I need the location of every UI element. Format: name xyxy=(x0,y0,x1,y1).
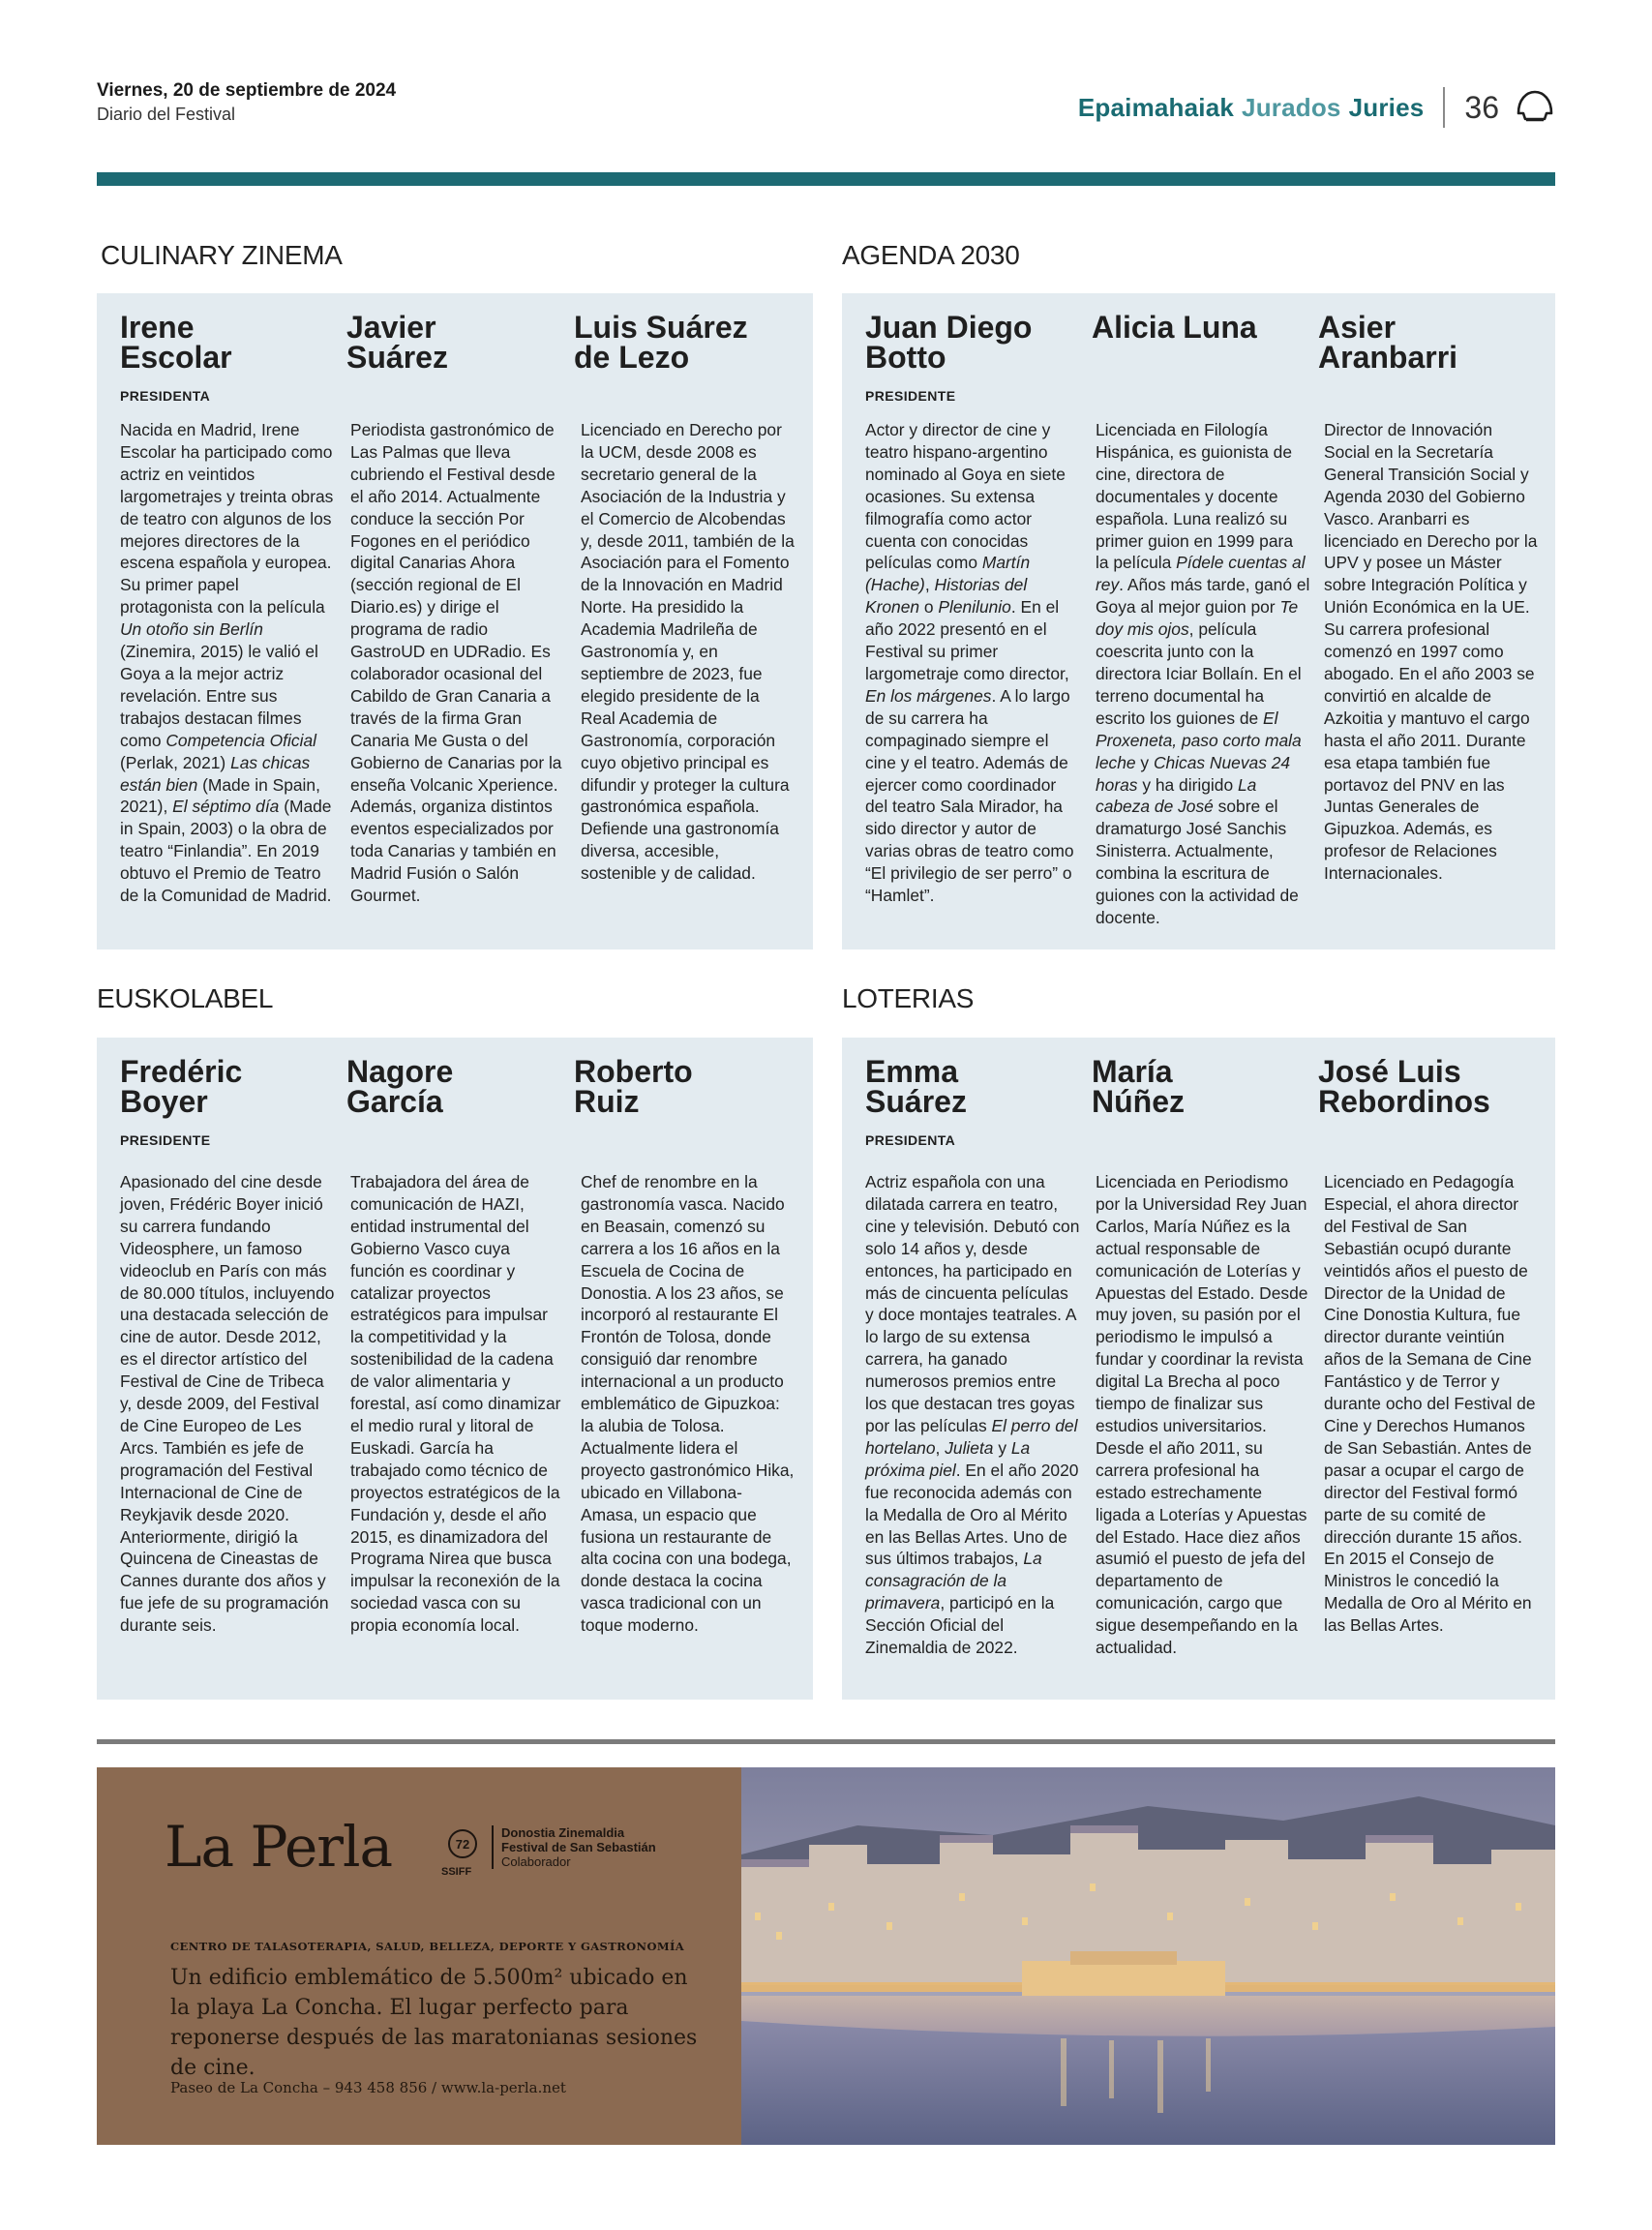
member-name-line-1: María xyxy=(1092,1054,1173,1089)
member-name xyxy=(120,310,325,375)
member-role: PRESIDENTE xyxy=(120,1132,211,1148)
la-concha-night-photo xyxy=(741,1767,1555,2145)
member-role xyxy=(1092,1132,1297,1150)
festival-badge-icon xyxy=(440,1823,485,1868)
member-bio: Licenciado en Pedagogía Especial, el ahora director del Festival de San Sebastián ocupó durante veintidós años el puesto de Director de la Unidad de Cine Donostia Kultura, fue director durante veintiún años de la Semana de Cine Fantástico y de Terror y durante ocho del Festival de Cine y Derechos Humanos de San Sebastián. Antes de pasar a ocupar el cargo de director del Festival formó parte de su comité de dirección durante 15 años. En 2015 el Consejo de Ministros le concedió la Medalla de Oro al Mérito en las Bellas Artes. xyxy=(1324,1172,1536,1636)
member-name-line-2: Ruiz xyxy=(574,1084,640,1119)
jury-member xyxy=(120,1038,325,1150)
issue-date: Viernes, 20 de septiembre de 2024 xyxy=(97,80,397,101)
member-name xyxy=(1318,310,1523,375)
page-number: 36 xyxy=(1464,89,1499,125)
member-name-line-2: Núñez xyxy=(1092,1084,1185,1119)
member-bio: Director de Innovación Social en la Secretaría General Transición Social y Agenda 2030 del Gobierno Vasco. Aranbarri es licenciado en Derecho por la UPV y posee un Máster sobre Integración Política y Unión Económica en la UE. Su carrera profesional comenzó en 1997 como abogado. En el año 2003 se convirtió en alcalde de Azkoitia y mantuvo el cargo hasta el año 2011. Durante esa etapa también fue portavoz del PNV en las Juntas Generales de Gipuzkoa. Además, es profesor de Relaciones Internacionales. xyxy=(1324,420,1538,884)
member-name-line-2: Suárez xyxy=(346,340,448,375)
ad-copy: Un edificio emblemático de 5.500m² ubicado en la playa La Concha. El lugar perfecto para reponerse después de las maratonianas sesiones de cine. xyxy=(170,1966,698,2080)
festival-line-2: Festival de San Sebastián xyxy=(501,1840,656,1854)
header-rule xyxy=(97,172,1555,186)
member-name-line-2: Botto xyxy=(865,340,946,375)
jury-member xyxy=(1092,293,1297,376)
member-role xyxy=(1318,1132,1523,1150)
member-name-line-2: Aranbarri xyxy=(1318,340,1458,375)
member-name-line-2: Rebordinos xyxy=(1318,1084,1490,1119)
ad-contact[interactable]: Paseo de La Concha – 943 458 856 / www.la-perla.net xyxy=(170,2079,566,2096)
member-name-line-1: Alicia Luna xyxy=(1092,310,1257,345)
member-role xyxy=(574,388,779,406)
jury-member xyxy=(574,293,779,406)
jury-member xyxy=(574,1038,779,1150)
member-name xyxy=(1092,1054,1297,1119)
member-role xyxy=(346,1132,552,1150)
member-bio: Chef de renombre en la gastronomía vasca. Nacido en Beasain, comenzó su carrera a los 16 años en la Escuela de Cocina de Donostia. A los 23 años, se incorporó al restaurante El Frontón de Tolosa, donde consiguió dar renombre internacional a un producto emblemático de Gipuzkoa: la alubia de Tolosa. Actualmente lidera el proyecto gastronómico Hika, ubicado en Villabona-Amasa, un espacio que fusiona un restaurante de alta cocina con una bodega, donde destaca la cocina vasca tradicional con un toque moderno. xyxy=(581,1172,795,1636)
member-name-line-1: Irene xyxy=(120,310,195,345)
jury-panel-culinary-zinema xyxy=(97,293,813,949)
section-title-eu: Epaimahaiak xyxy=(1077,92,1235,122)
jury-panel-agenda-2030 xyxy=(842,293,1555,949)
section-label-loterias: LOTERIAS xyxy=(842,983,975,1013)
la-perla-logo: La Perla xyxy=(165,1814,393,1880)
jury-member xyxy=(346,1038,552,1150)
jury-member xyxy=(1318,1038,1523,1150)
jury-member xyxy=(1092,1038,1297,1150)
member-role: PRESIDENTA xyxy=(120,388,211,404)
header-right xyxy=(1078,87,1555,128)
section-label-euskolabel: EUSKOLABEL xyxy=(97,983,274,1013)
member-name-line-1: José Luis xyxy=(1318,1054,1461,1089)
member-name xyxy=(574,1054,779,1119)
member-name-line-1: Nagore xyxy=(346,1054,454,1089)
member-name-line-1: Emma xyxy=(865,1054,959,1089)
member-name-line-1: Fredéric xyxy=(120,1054,243,1089)
member-role xyxy=(574,1132,779,1150)
member-bio: Periodista gastronómico de Las Palmas que lleva cubriendo el Festival desde el año 2014. Actualmente conduce la sección Por Fogones en el periódico digital Canarias Ahora (sección regional de El Diario.es) y dirige el programa de radio GastroUD en UDRadio. Es colaborador ocasional del Cabildo de Gran Canaria a través de la firma Gran Canaria Me Gusta o del Gobierno de Canarias por la enseña Volcanic Xperience. Además, organiza distintos eventos especializados por toda Canarias y también en Madrid Fusión o Salón Gourmet. xyxy=(350,420,562,906)
member-name xyxy=(574,310,779,375)
jury-panel-loterias xyxy=(842,1038,1555,1700)
member-bio: Apasionado del cine desde joven, Frédéric Boyer inició su carrera fundando Videosphere, un famoso videoclub en París con más de 80.000 títulos, incluyendo una destacada selección de cine de autor. Desde 2012, es el director artístico del Festival de Cine de Tribeca y, desde 2009, del Festival de Cine Europeo de Les Arcs. También es jefe de programación del Festival Internacional de Cine de Reykjavik desde 2020. Anteriormente, dirigió la Quincena de Cineastas de Cannes durante dos años y fue jefe de su programación durante seis. xyxy=(120,1172,335,1636)
section-title xyxy=(1078,93,1425,123)
member-name xyxy=(865,310,1070,375)
advertisement-la-perla[interactable] xyxy=(97,1767,1555,2145)
badge-label: SSIFF xyxy=(441,1866,472,1878)
member-name-line-1: Luis Suárez xyxy=(574,310,748,345)
member-bio: Licenciado en Derecho por la UCM, desde 2008 es secretario general de la Asociación de la Industria y el Comercio de Alcobendas y, desde 2011, también de la Asociación para el Fomento de la Innovación en Madrid Norte. Ha presidido la Academia Madrileña de Gastronomía y, en septiembre de 2023, fue elegido presidente de la Real Academia de Gastronomía, corporación cuyo objetivo principal es difundir y proteger la cultura gastronómica española. Defiende una gastronomía diversa, accesible, sostenible y de calidad. xyxy=(581,420,795,884)
member-bio: Actriz española con una dilatada carrera en teatro, cine y televisión. Debutó con solo 14 años y, desde entonces, ha participado en más de cincuenta películas y doce montajes teatrales. A lo largo de su extensa carrera, ha ganado numerosos premios entre los que destacan tres goyas por las películas El perro del hortelano, Julieta y La próxima piel. En el año 2020 fue reconocida además con la Medalla de Oro al Mérito en las Bellas Artes. Uno de sus últimos trabajos, La consagración de la primavera, participó en la Sección Oficial del Zinemaldia de 2022. xyxy=(865,1172,1080,1658)
member-name xyxy=(1318,1054,1523,1119)
publication-name: Diario del Festival xyxy=(97,105,236,124)
member-bio: Licenciada en Periodismo por la Universidad Rey Juan Carlos, María Núñez es la actual responsable de comunicación de Loterías y Apuestas del Estado. Desde muy joven, su pasión por el periodismo le impulsó a fundar y coordinar la revista digital La Brecha al poco tiempo de finalizar sus estudios universitarios. Desde el año 2011, su carrera profesional ha estado estrechamente ligada a Loterías y Apuestas del Estado. Hace diez años asumió el puesto de jefa del departamento de comunicación, cargo que sigue desempeñando en la actualidad. xyxy=(1096,1172,1308,1658)
member-role xyxy=(1318,388,1523,406)
member-role: PRESIDENTE xyxy=(865,388,956,404)
member-name-line-1: Roberto xyxy=(574,1054,693,1089)
member-name-line-2: Escolar xyxy=(120,340,232,375)
jury-member xyxy=(1318,293,1523,406)
member-name-line-2: de Lezo xyxy=(574,340,690,375)
jury-member xyxy=(865,293,1070,406)
shell-icon xyxy=(1515,88,1555,127)
member-name-line-1: Javier xyxy=(346,310,436,345)
member-bio: Trabajadora del área de comunicación de HAZI, entidad instrumental del Gobierno Vasco cuya función es coordinar y catalizar proyectos estratégicos para impulsar la competitividad y la sostenibilidad de la cadena de valor alimentaria y forestal, así como dinamizar el medio rural y litoral de Euskadi. García ha trabajado como técnico de proyectos estratégicos de la Fundación y, desde el año 2015, es dinamizadora del Programa Nirea que busca impulsar la reconexión de la sociedad vasca con su propia economía local. xyxy=(350,1172,561,1636)
badge-number: 72 xyxy=(455,1837,470,1852)
member-name-line-2: Suárez xyxy=(865,1084,967,1119)
header-left xyxy=(97,79,396,126)
member-name xyxy=(865,1054,1070,1119)
member-bio: Nacida en Madrid, Irene Escolar ha participado como actriz en veintidos largometrajes y treinta obras de teatro con algunos de los mejores directores de la escena española y europea. Su primer papel protagonista con la película Un otoño sin Berlín (Zinemira, 2015) le valió el Goya a la mejor actriz revelación. Entre sus trabajos destacan filmes como Competencia Oficial (Perlak, 2021) Las chicas están bien (Made in Spain, 2021), El séptimo día (Made in Spain, 2003) o la obra de teatro “Finlandia”. En 2019 obtuvo el Premio de Teatro de la Comunidad de Madrid. xyxy=(120,420,334,906)
member-name xyxy=(120,1054,325,1119)
member-role: PRESIDENTA xyxy=(865,1132,956,1148)
member-bio: Actor y director de cine y teatro hispano-argentino nominado al Goya en siete ocasiones. Su extensa filmografía como actor cuenta con conocidas películas como Martín (Hache), Historias del Kronen o Plenilunio. En el año 2022 presentó en el Festival su primer largometraje como director, En los márgenes. A lo largo de su carrera ha compaginado siempre el cine y el teatro. Además de ejercer como coordinador del teatro Sala Mirador, ha sido director y autor de varias obras de teatro como “El privilegio de ser perro” o “Hamlet”. xyxy=(865,420,1074,906)
member-name xyxy=(346,310,552,375)
ad-divider xyxy=(97,1739,1555,1744)
member-role xyxy=(346,388,552,406)
section-label-culinary-zinema: CULINARY ZINEMA xyxy=(101,240,343,270)
member-name xyxy=(1092,310,1297,345)
festival-credit xyxy=(492,1825,656,1869)
member-name-line-2: García xyxy=(346,1084,443,1119)
festival-line-1: Donostia Zinemaldia xyxy=(501,1825,625,1840)
section-label-agenda-2030: AGENDA 2030 xyxy=(842,240,1020,270)
member-name-line-1: Juan Diego xyxy=(865,310,1033,345)
section-title-es: Jurados xyxy=(1242,92,1341,122)
jury-member xyxy=(120,293,325,406)
jury-member xyxy=(865,1038,1070,1150)
member-name-line-2: Boyer xyxy=(120,1084,208,1119)
jury-member xyxy=(346,293,552,406)
ad-kicker: CENTRO DE TALASOTERAPIA, SALUD, BELLEZA, DEPORTE Y GASTRONOMÍA xyxy=(170,1940,685,1953)
festival-line-3: Colaborador xyxy=(501,1854,571,1869)
header-divider xyxy=(1443,87,1445,128)
member-role xyxy=(1092,358,1297,376)
jury-panel-euskolabel xyxy=(97,1038,813,1700)
ad-text-block xyxy=(97,1767,741,2145)
member-bio: Licenciada en Filología Hispánica, es guionista de cine, directora de documentales y docente española. Luna realizó su primer guion en 1999 para la película Pídele cuentas al rey. Años más tarde, ganó el Goya al mejor guion por Te doy mis ojos, película coescrita junto con la directora Iciar Bollaín. En el terreno documental ha escrito los guiones de El Proxeneta, paso corto mala leche y Chicas Nuevas 24 horas y ha dirigido La cabeza de José sobre el dramaturgo José Sanchis Sinisterra. Actualmente, combina la escritura de guiones con la actividad de docente. xyxy=(1096,420,1310,927)
member-name xyxy=(346,1054,552,1119)
member-name-line-1: Asier xyxy=(1318,310,1397,345)
section-title-en: Juries xyxy=(1348,92,1425,122)
